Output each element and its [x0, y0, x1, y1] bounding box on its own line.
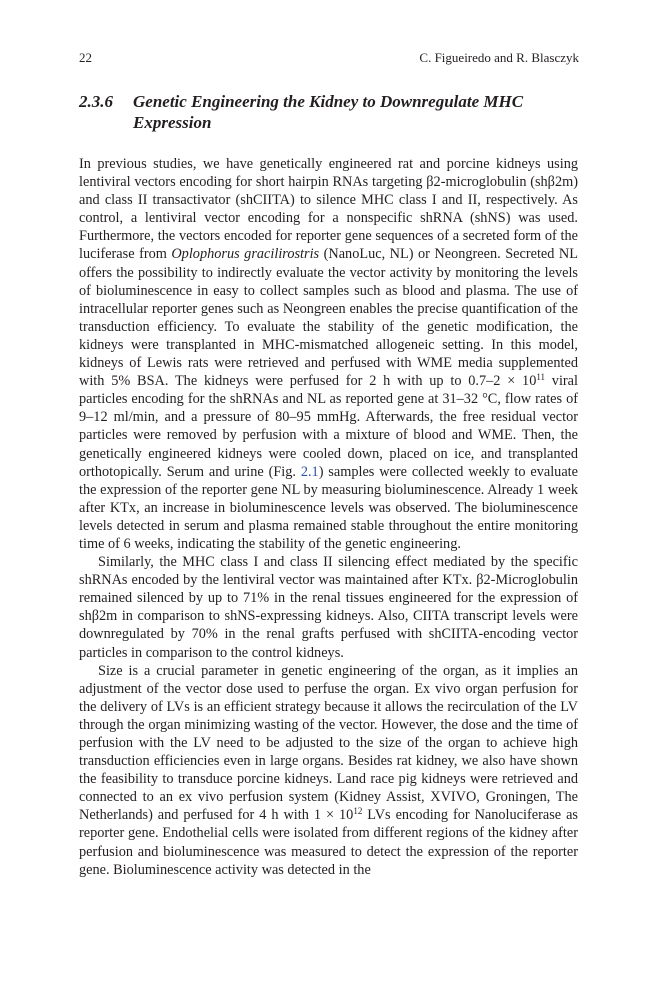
paragraph-1-text-b: (NanoLuc, NL) or Neongreen. Secreted NL offers the possibility to indirectly evaluate the vector activity by monitoring the levels of bioluminescence in easy to collect samples such as blood and plasma. The use of intracellular reporter genes such as Neongreen enables the precise quantification of the transduction efficiency. To evaluate the stability of the genetic modification, the kidneys were transplanted in MHC-mismatched allogeneic setting. In this model, kidneys of Lewis rats were retrieved and perfused with WME media supplemented with 5% BSA. The kidneys were perfused for 2 h with up to 0.7–2 × 10 — [79, 246, 578, 390]
page-number: 22 — [79, 50, 92, 65]
running-head-authors: C. Figueiredo and R. Blasczyk — [419, 50, 579, 65]
figure-reference-link[interactable]: 2.1 — [300, 463, 319, 480]
section-title: Genetic Engineering the Kidney to Downregulate MHC Expression — [133, 92, 524, 132]
paragraph-1-text-a: In previous studies, we have genetically engineered rat and porcine kidneys using lentiviral vectors encoding for short hairpin RNAs targeting β2-microglobulin (shβ2m) and class II transactivator (shCIITA) to silence MHC class I and II, respectively. As control, a lentiviral vector encoding for a nonspecific shRNA (shNS) was used. Furthermore, the vectors encoded for reporter gene sequences of a secreted form of the luciferase from — [79, 156, 578, 263]
species-name: Oplophorus gracilirostris — [171, 246, 320, 263]
paragraph-1-text-c: viral particles encoding for the shRNAs and NL as reported gene at 31–32 °C, flow rates of 9–12 ml/min, and a pressure of 80–95 mmHg. Afterwards, the free residual vector particles were removed by perfusion with a mixture of blood and WME. Then, the genetically engineered kidneys were cooled down, placed on ice, and transplanted orthotopically. Serum and urine (Fig. — [79, 373, 578, 480]
paragraph-1 — [79, 155, 578, 553]
section-number: 2.3.6 — [79, 92, 113, 111]
paragraph-2: Similarly, the MHC class I and class II silencing effect mediated by the specific shRNAs encoded by the lentiviral vector was maintained after KTx. β2-Microglobulin remained silenced by up to 71% in the renal tissues engineered for the expression of shβ2m in comparison to shNS-expressing kidneys. Also, CIITA transcript levels were downregulated by 70% in the renal grafts perfused with shCIITA-encoding vector particles in comparison to the control kidneys. — [79, 554, 578, 661]
exponent-viral-particles: 11 — [536, 372, 546, 383]
paragraph-3-text-b: LVs encoding for Nanoluciferase as reporter gene. Endothelial cells were isolated from different regions of the kidney after perfusion and bioluminescence was measured to detect the expression of the reporter gene. Bioluminescence activity was detected in the — [79, 807, 578, 878]
running-head — [79, 50, 579, 66]
section-heading — [79, 91, 579, 133]
paragraph-3 — [79, 662, 578, 879]
paragraph-1-text-d: ) samples were collected weekly to evaluate the expression of the reporter gene NL by measuring bioluminescence. Already 1 week after KTx, an increase in bioluminescence levels was observed. The bioluminescence levels detected in serum and plasma remained stable throughout the entire monitoring time of 6 weeks, indicating the stability of the genetic engineering. — [79, 463, 578, 552]
body-text — [79, 155, 578, 879]
paragraph-3-text-a: Size is a crucial parameter in genetic engineering of the organ, as it implies an adjustment of the vector dose used to perfuse the organ. Ex vivo organ perfusion for the delivery of LVs is an efficient strategy because it allows the recirculation of the LV through the organ minimizing wasting of the vector. However, the dose and the time of perfusion with the LV need to be adjusted to the size of the organ to achieve high transduction efficiencies even in large organs. Besides rat kidney, we also have shown the feasibility to transduce porcine kidneys. Land race pig kidneys were retrieved and connected to an ex vivo perfusion system (Kidney Assist, XVIVO, Groningen, The Netherlands) and perfused for 4 h with 1 × 10 — [79, 662, 578, 824]
exponent-lv-dose: 12 — [353, 806, 363, 817]
